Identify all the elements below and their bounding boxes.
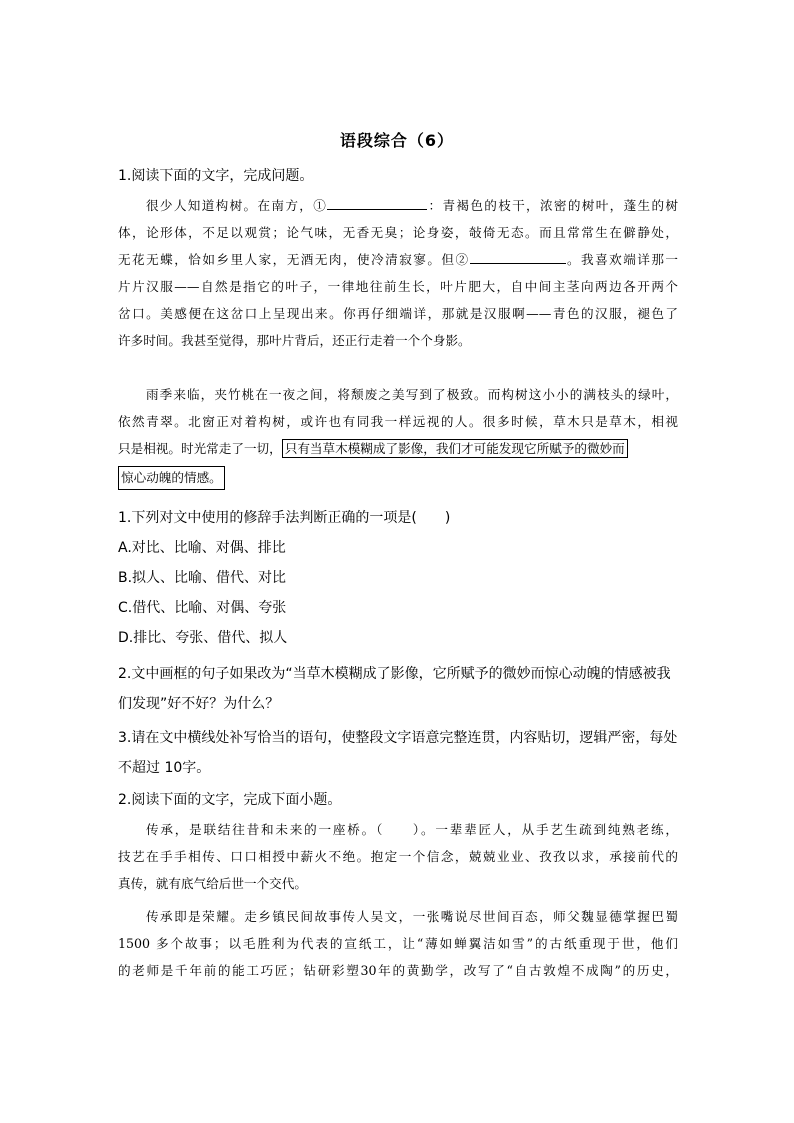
passage-line: 1500 多个故事；以毛胜利为代表的宣纸工，让“薄如蝉翼洁如雪”的古纸重现于世，他们 — [118, 936, 678, 951]
option-b[interactable]: B.拟人、比喻、借代、对比 — [118, 570, 287, 586]
passage-line: 很少人知道构树。在南方，① ：青褐色的枝干，浓密的树叶，蓬生的树 — [118, 192, 678, 219]
option-d[interactable]: D.排比、夸张、借代、拟人 — [118, 630, 288, 646]
passage-line: 传承即是荣耀。走乡镇民间故事传人吴文，一张嘴说尽世间百态，师父魏显德掌握巴蜀 — [146, 909, 678, 924]
section1-heading: 1.阅读下面的文字，完成问题。 — [118, 168, 314, 184]
question-3-line-2: 不超过 10字。 — [118, 760, 211, 776]
passage-line — [118, 464, 678, 491]
question-1: 1.下列对文中使用的修辞手法判断正确的一项是( ) — [118, 510, 451, 526]
fill-blank-1[interactable] — [327, 195, 427, 210]
option-c[interactable]: C.借代、比喻、对偶、夸张 — [118, 600, 287, 616]
question-2-line-1: 2.文中画框的句子如果改为“当草木模糊成了影像，它所赋予的微妙而惊心动魄的情感被我 — [118, 666, 671, 682]
passage-line: 许多时间。我甚至觉得，那叶片背后，还正行走着一个个身影。 — [118, 333, 471, 348]
section1-passage-paragraph-1 — [118, 192, 678, 354]
passage-line: 传承，是联结往昔和未来的一座桥。（ ）。一辈辈匠人，从手艺生疏到纯熟老练， — [146, 822, 678, 837]
boxed-sentence-part-2: 惊心动魄的情感。 — [118, 466, 225, 490]
passage-line: 岔口。美感便在这岔口上呈现出来。你再仔细端详，那就是汉服啊——青色的汉服，褪色了 — [118, 306, 678, 321]
passage-line: 技艺在手手相传、口口相授中薪火不绝。抱定一个信念，兢兢业业、孜孜以求，承接前代的 — [118, 849, 678, 864]
question-2-line-2: 们发现”好不好？为什么？ — [118, 696, 280, 712]
passage-line: 片片汉服——自然是指它的叶子，一律地往前生长，叶片肥大，自中间主茎向两边各开两个 — [118, 279, 678, 294]
section2-passage-paragraph-1 — [118, 816, 678, 897]
option-a[interactable]: A.对比、比喻、对偶、排比 — [118, 540, 286, 556]
passage-line: 只是相视。时光常走了一切， 只有当草木模糊成了影像，我们才可能发现它所赋予的微妙而 — [118, 435, 678, 462]
passage-line: 依然青翠。北窗正对着构树，或许也有同我一样远视的人。很多时候，草木只是草木，相视 — [118, 414, 678, 429]
passage-line: 真传，就有底气给后世一个交代。 — [118, 876, 307, 891]
section2-heading: 2.阅读下面的文字，完成下面小题。 — [118, 792, 342, 808]
question-3-line-1: 3.请在文中横线处补写恰当的语句，使整段文字语意完整连贯，内容贴切，逻辑严密，每处 — [118, 730, 678, 746]
section1-passage-paragraph-2 — [118, 381, 678, 491]
boxed-sentence-part-1: 只有当草木模糊成了影像，我们才可能发现它所赋予的微妙而 — [282, 439, 628, 458]
section2-passage-paragraph-2 — [118, 903, 678, 984]
fill-blank-2[interactable] — [470, 249, 566, 264]
passage-line: 雨季来临，夹竹桃在一夜之间，将颓废之美写到了极致。而构树这小小的满枝头的绿叶， — [146, 387, 678, 402]
passage-line: 的老师是千年前的能工巧匠；钻研彩塑30年的黄勤学，改写了“自古敦煌不成陶”的历史， — [118, 963, 678, 978]
passage-line: 无花无蝶，恰如乡里人家，无酒无肉，使冷清寂寥。但② 。我喜欢端详那一 — [118, 246, 678, 273]
page-title: 语段综合（6） — [339, 131, 455, 150]
passage-line: 体，论形体，不足以观赏；论气味，无香无臭；论身姿，敧倚无态。而且常常生在僻静处， — [118, 225, 678, 240]
